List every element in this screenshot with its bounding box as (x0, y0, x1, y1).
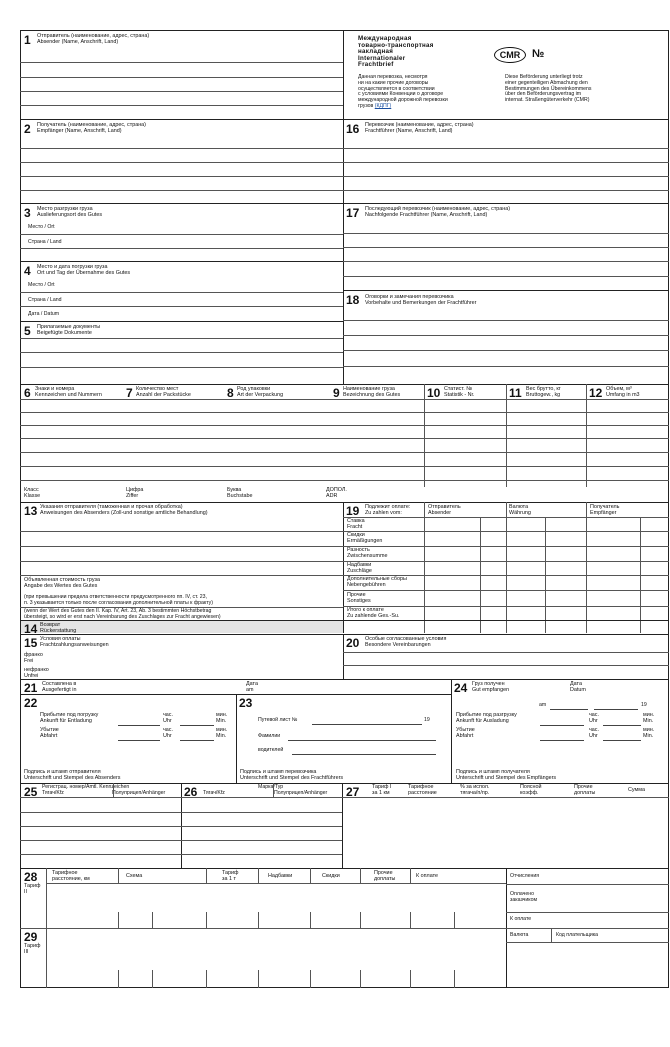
payer-receiver-col: Получатель Empfänger (590, 504, 620, 516)
box5-label: Прилагаемые документы Beigefügte Dokumente (37, 324, 101, 336)
box22-min2: мин. Min. (216, 727, 228, 739)
b27-col-percent: % за испол. тягача/п/пр. (460, 784, 490, 796)
box3-country: Страна / Land (28, 239, 62, 245)
b28-col-tariff: Тариф за 1 т (222, 870, 239, 882)
b27-col-sum: Сумма (628, 787, 645, 793)
box8-number: 8 (227, 386, 234, 400)
box25-label: Регистрац. номер/Amtl. Kennzeichen (42, 784, 130, 790)
rule (20, 105, 343, 106)
franko-label: франко Frei (24, 652, 43, 664)
box15-label: Условия оплаты Frachtzahlungsanweisungen (40, 636, 109, 648)
b28-col-scheme: Схема (126, 873, 143, 879)
box21-number: 21 (24, 681, 38, 695)
box3-number: 3 (24, 206, 31, 220)
row-extra-fees: Дополнительные сборы Nebengebühren (347, 576, 407, 588)
box24-hours2: час. Uhr (589, 727, 599, 739)
box1-number: 1 (24, 33, 31, 47)
box25-number: 25 (24, 785, 38, 799)
box4-label: Место и дата погрузки груза Ort und Tag der Übernahme des Gutes (37, 264, 131, 276)
box12-number: 12 (589, 386, 603, 400)
paid-label: Оплачено (510, 891, 534, 897)
box24-year: 19 (641, 702, 647, 708)
box14-number: 14 (24, 622, 38, 636)
box13-label: Указания отправителя (таможенная и прочая обработка) Anweisungen des Absenders (Zoll-und sonstige amtliche Behandlung) (40, 504, 208, 516)
box26-marka: Марка/Тур (258, 784, 284, 790)
box24-hours: час. Uhr (589, 712, 599, 724)
box4-date: Дата / Datum (28, 311, 60, 317)
box11-label: Вес брутто, кг Bruttogew., kg (526, 386, 561, 398)
topay-right-label: К оплате (510, 916, 532, 922)
box13-note4: übersteigt, so wird er erst nach Vereinbarung des Zuschlages zur Fracht angewiesen) (24, 614, 221, 620)
box19-number: 19 (346, 504, 360, 518)
box26-pricep: Полуприцеп/Anhänger (274, 790, 328, 796)
waybill-label: Путевой лист № (258, 717, 298, 723)
box24-number: 24 (454, 681, 468, 695)
box5-number: 5 (24, 324, 31, 338)
box2-number: 2 (24, 122, 31, 136)
box4-number: 4 (24, 264, 31, 278)
box22-hours2: час. Uhr (163, 727, 173, 739)
b28-col-extra: Прочие доплаты (374, 870, 396, 882)
declared-value-label: Объявленная стоимость груза Angabe des Wertes des Gutes (24, 577, 100, 589)
b28-col-distance: Тарифное расстояние, км (52, 870, 90, 882)
doc-title: Международная товарно-транспортная накладная Internationaler Frachtbrief (358, 35, 434, 69)
box24-arrival: Прибытие под разгрузку Ankunft für Ausladung (456, 712, 517, 724)
rule (20, 91, 343, 92)
box3-label: Место разгрузки груза Auslieferungsort des Gutes (37, 206, 103, 218)
box24-date: Дата Datum (570, 681, 586, 693)
cifra-label: Цифра Ziffer (126, 487, 144, 499)
box28-tarif: Тариф II (24, 883, 41, 895)
box19-label: Подлежит оплате: Zu zahlen vom: (365, 504, 411, 516)
box24-am: am (539, 702, 547, 708)
nefranko-label: нефранко Unfrei (24, 667, 49, 679)
payer-code-label: Код плательщика (556, 932, 599, 938)
currency-col: Валюта Währung (509, 504, 531, 516)
rule (20, 119, 669, 120)
box24-sign: Подпись и штамп получателя Unterschrift und Stempel des Empfängers (456, 769, 557, 781)
box20-number: 20 (346, 636, 360, 650)
box18-number: 18 (346, 293, 360, 307)
row-fracht: Ставка Fracht (347, 518, 365, 530)
box10-label: Статист. № Statistik - Nr. (444, 386, 475, 398)
box24-min: мин. Min. (643, 712, 655, 724)
box11-number: 11 (509, 386, 522, 400)
box2-label: Получатель (наименование, адрес, страна) Empfänger (Name, Anschrift, Land) (37, 122, 146, 134)
box22-arrival: Прибытие под погрузку Ankunft für Entladung (40, 712, 99, 724)
box9-number: 9 (333, 386, 340, 400)
b27-col-tariff: Тариф I за 1 км (372, 784, 392, 796)
box20-label: Особые согласованные условия Besondere Vereinbarungen (365, 636, 447, 648)
box26-number: 26 (184, 785, 198, 799)
box15-number: 15 (24, 636, 38, 650)
drivers-label: водителей (258, 747, 284, 753)
box23-number: 23 (239, 696, 253, 710)
row-other: Прочие Sonstiges (347, 592, 371, 604)
b28-col-topay: К оплате (416, 873, 438, 879)
currency-label: Валюта (510, 932, 529, 938)
box22-min: мин. Min. (216, 712, 228, 724)
box4-country: Страна / Land (28, 297, 62, 303)
kdpg-link[interactable]: (КДПГ) (374, 102, 392, 109)
cmr-logo: CMR (494, 47, 526, 63)
box25-pricep: Полуприцеп/Anhänger (112, 790, 166, 796)
surnames-label: Фамилии (258, 733, 281, 739)
b27-col-coef: Поясной коэфф. (520, 784, 542, 796)
box23-sign: Подпись и штамп перевозчика Unterschrift und Stempel des Frachtführers (240, 769, 344, 781)
box1-label: Отправитель (наименование, адрес, страна) Absender (Name, Anschrift, Land) (37, 33, 150, 45)
box22-number: 22 (24, 696, 38, 710)
box10-number: 10 (427, 386, 441, 400)
box24-label: Груз получен Gut empfangen (472, 681, 510, 693)
rule (20, 77, 343, 78)
box17-number: 17 (346, 206, 360, 220)
box22-hours: час. Uhr (163, 712, 173, 724)
box16-number: 16 (346, 122, 360, 136)
rule (20, 62, 343, 63)
box16-label: Перевозчик (наименование, адрес, страна) Frachtführer (Name, Anschrift, Land) (365, 122, 474, 134)
box22-sign: Подпись и штамп отправителя Unterschrift und Stempel des Absenders (24, 769, 121, 781)
box26-tyag: Тягач/Kfz (203, 790, 225, 796)
paid-by-customer-label: заказчиком (510, 897, 538, 903)
box7-number: 7 (126, 386, 133, 400)
payer-sender-col: Отправитель Absender (428, 504, 461, 516)
ru-convention-text: Данная перевозка, несмотря ни на какие прочие договоры осуществляется в соответствии с условиями Конвенции о договоре международной дорожной перевозки грузов (КДПГ) (358, 74, 448, 109)
box12-label: Объем, м³ Umfang in m3 (606, 386, 640, 398)
box29-tarif: Тариф III (24, 943, 41, 955)
box9-label: Наименование груза Bezeichnung des Gutes (343, 386, 401, 398)
row-surcharges: Надбавки Zuschläge (347, 562, 372, 574)
bukva-label: Буква Buchstabe (227, 487, 253, 499)
box25-tyag: Тягач/Kfz (42, 790, 64, 796)
row-total: Итого к оплате Zu zahlende Ges.-Su. (347, 607, 400, 619)
box3-place: Место / Ort (28, 224, 55, 230)
box4-place: Место / Ort (28, 282, 55, 288)
box21-label: Составлена в Ausgefertigt in (42, 681, 77, 693)
b28-col-surcharges: Надбавки (268, 873, 293, 879)
box17-label: Последующий перевозчик (наименование, адрес, страна) Nachfolgende Frachtführer (Name, Anschrift, Land) (365, 206, 511, 218)
box13-note3: (wenn der Wert des Gutes den II. Kap. IV, Art. 23, Ab. 3 bestimmten Höchstbetrag (24, 608, 212, 614)
de-convention-text: Diese Beförderung unterliegt trotz einer gegenteiligen Abmachung den Bestimmungen des Übereinkommens über den Beförderungsvertrag im internat. Straßengüterverkehr (CMR) (505, 74, 592, 104)
box24-min2: мин. Min. (643, 727, 655, 739)
b28-col-discounts: Скидки (322, 873, 340, 879)
deductions-label: Отчисления (510, 873, 540, 879)
box8-label: Род упаковки Art der Verpackung (237, 386, 284, 398)
box13-number: 13 (24, 504, 38, 518)
cmr-number-sign: № (532, 48, 545, 60)
box29-number: 29 (24, 930, 38, 944)
box13-note1: (при превышении предела ответственности предусмотренного пп. IV, ст. 23, (24, 594, 207, 600)
row-discounts: Скидки Ermäßigungen (347, 532, 383, 544)
row-subtotal: Разность Zwischensumme (347, 547, 388, 559)
box22-departure: Убытие Abfahrt (40, 727, 59, 739)
box13-note2: п. 3 указывается только после согласования дополнительной платы к фракту) (24, 600, 213, 606)
b27-col-extra: Прочие доплаты (574, 784, 596, 796)
box14-label: Возврат Rückerstattung (40, 622, 77, 634)
b27-col-distance: Тарифное расстояние (408, 784, 437, 796)
box6-label: Знаки и номера Kennzeichen und Nummern (35, 386, 102, 398)
class-label: Класс Klasse (24, 487, 41, 499)
dopol-label: ДОПОЛ. ADR (326, 487, 347, 499)
box18-label: Оговорки и замечания перевозчика Vorbehalte und Bemerkungen der Frachtführer (365, 294, 477, 306)
box21-date: Дата am (246, 681, 258, 693)
box6-number: 6 (24, 386, 31, 400)
box27-number: 27 (346, 785, 360, 799)
top-divider (343, 30, 344, 384)
box28-number: 28 (24, 870, 38, 884)
box7-label: Количество мест Anzahl der Packstücke (136, 386, 191, 398)
box24-departure: Убытие Abfahrt (456, 727, 475, 739)
waybill-year: 19 (424, 717, 430, 723)
